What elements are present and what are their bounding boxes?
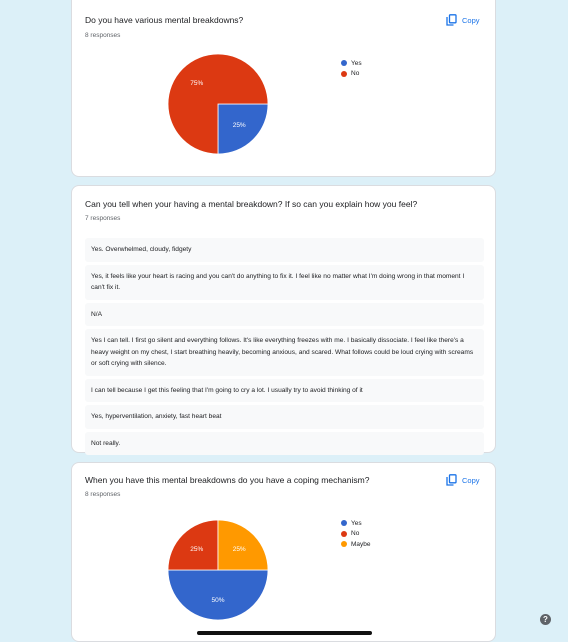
answer-item: Yes I can tell. I first go silent and everything follows. It's like everything freezes with me. I basically dissociate. I feel like there's a heavy weight on my chest, I start breathing heavily, becoming anxious, and scared. What follows could be loud crying with screams or soft crying with silence.: [85, 329, 484, 376]
copy-icon: [446, 14, 457, 26]
answers-list: [85, 238, 484, 458]
pie-slice-label: 25%: [190, 545, 204, 553]
response-count: 8 responses: [85, 32, 121, 39]
answer-item: Yes. Overwhelmed, cloudy, fidgety: [85, 238, 484, 262]
pie-slice-label: 25%: [232, 122, 246, 130]
pie-slice-label: 25%: [232, 545, 246, 553]
legend-dot-icon: [341, 520, 347, 526]
copy-chart-button[interactable]: [446, 474, 480, 486]
legend-item-maybe[interactable]: [341, 539, 371, 550]
question-title: When you have this mental breakdowns do you have a coping mechanism?: [85, 475, 370, 485]
legend-label: No: [351, 70, 360, 78]
answer-item: Not really.: [85, 432, 484, 456]
question-card-3: [71, 462, 496, 642]
legend-dot-icon: [341, 541, 347, 547]
legend-label: Yes: [351, 59, 362, 67]
chart-legend: [341, 518, 371, 550]
pie-slice-label: 50%: [211, 597, 225, 604]
answer-item: I can tell because I get this feeling that I'm going to cry a lot. I usually try to avoid thinking of it: [85, 379, 484, 403]
question-title: Can you tell when your having a mental breakdown? If so can you explain how you feel?: [85, 199, 418, 209]
question-card-1: [71, 0, 496, 177]
legend-dot-icon: [341, 60, 347, 66]
copy-label: Copy: [462, 15, 480, 25]
help-icon[interactable]: ?: [540, 614, 551, 625]
pie-slice-yes[interactable]: [168, 570, 268, 620]
pie-slice-label: 75%: [190, 79, 204, 87]
copy-label: Copy: [462, 475, 480, 485]
home-indicator: [197, 631, 372, 635]
answer-item: Yes, it feels like your heart is racing and you can't do anything to fix it. I feel like no matter what I'm doing wrong in that moment I can't fix it.: [85, 265, 484, 300]
answer-item: Yes, hyperventilation, anxiety, fast heart beat: [85, 405, 484, 429]
question-card-2: [71, 185, 496, 453]
answer-item: N/A: [85, 303, 484, 327]
legend-dot-icon: [341, 531, 347, 537]
legend-item-no[interactable]: [341, 69, 362, 80]
legend-label: No: [351, 530, 360, 538]
legend-label: Yes: [351, 519, 362, 527]
chart-legend: [341, 58, 362, 79]
legend-label: Maybe: [351, 540, 371, 548]
pie-chart: [167, 519, 269, 621]
response-count: 8 responses: [85, 491, 121, 498]
legend-item-no[interactable]: [341, 529, 371, 540]
legend-dot-icon: [341, 71, 347, 77]
response-count: 7 responses: [85, 215, 121, 222]
legend-item-yes[interactable]: [341, 518, 371, 529]
question-title: Do you have various mental breakdowns?: [85, 15, 244, 25]
legend-item-yes[interactable]: [341, 58, 362, 69]
copy-icon: [446, 474, 457, 486]
pie-chart: [167, 53, 269, 155]
copy-chart-button[interactable]: [446, 14, 480, 26]
